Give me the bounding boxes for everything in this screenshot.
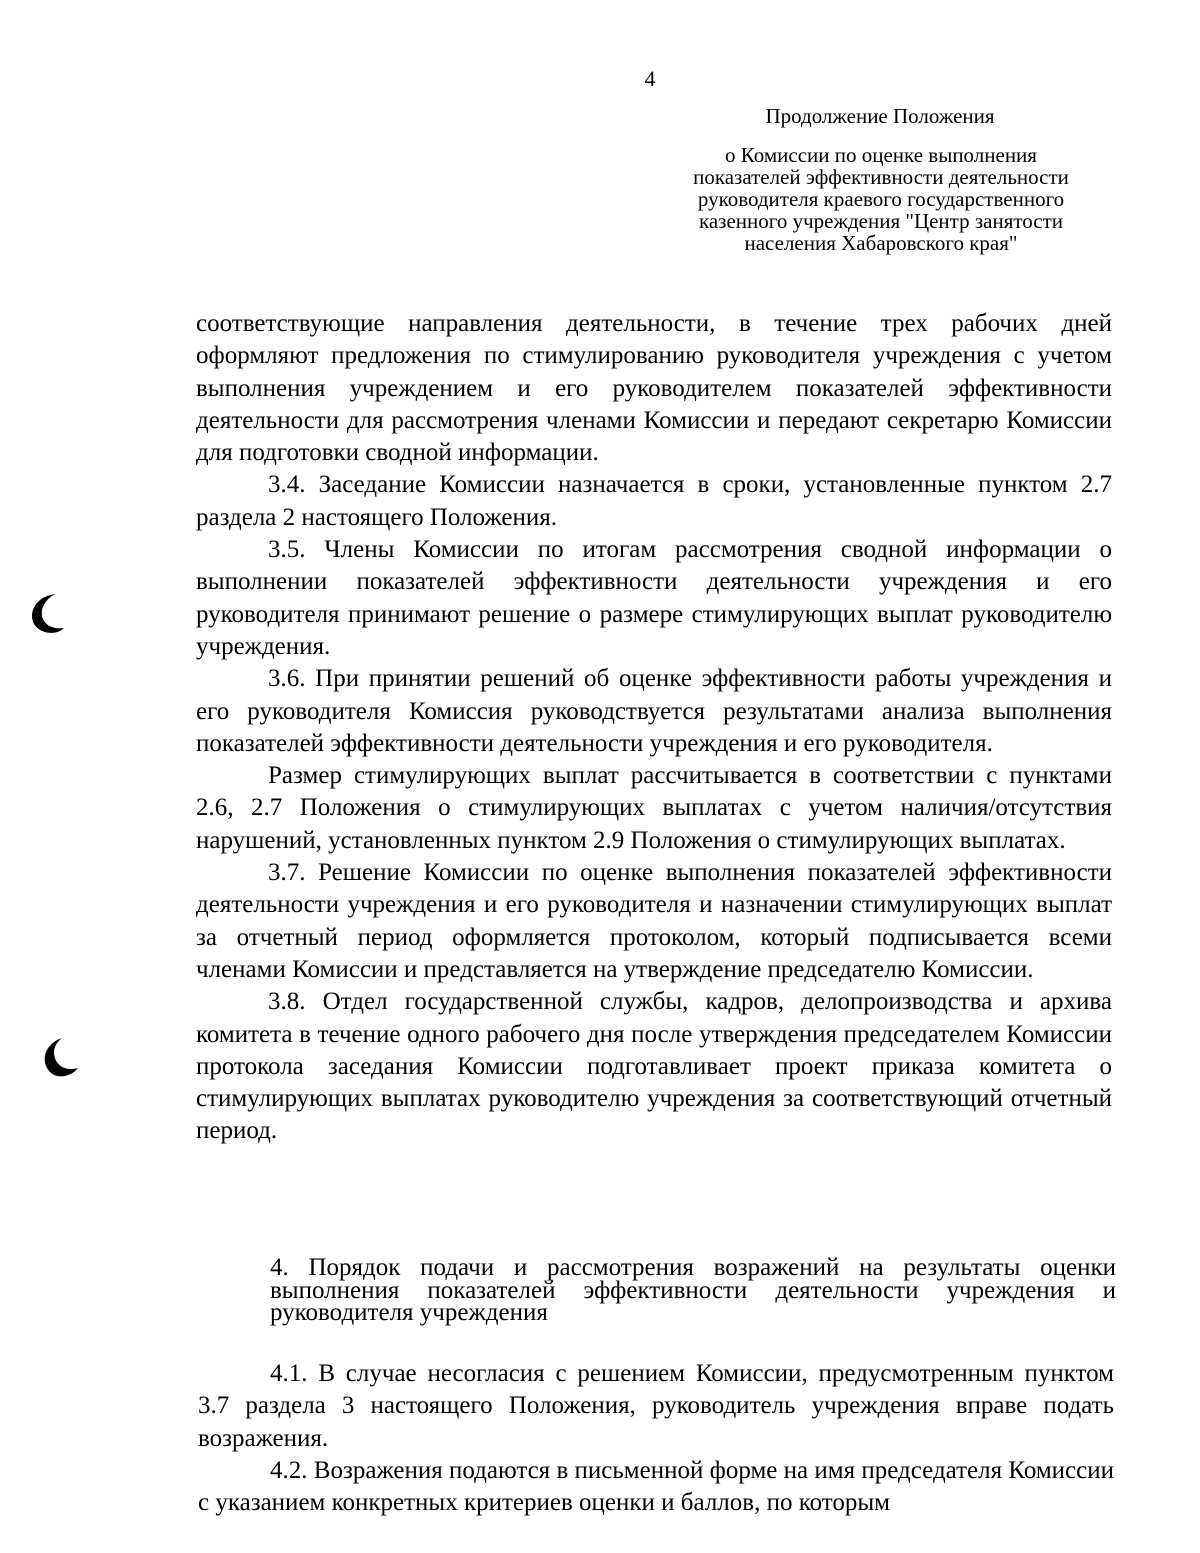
paragraph-3-5: 3.5. Члены Комиссии по итогам рассмотрения сводной информации о выполнении показателей эффективности деятельности учреждения и его руководителя принимают решение о размере стимулирующих выплат руководителю учреждения. — [196, 536, 1112, 660]
header-line: казенного учреждения "Центр занятости — [698, 209, 1064, 233]
header-line: населения Хабаровского края" — [744, 231, 1018, 255]
continuation-title: Продолжение Положения — [765, 104, 995, 128]
header-line: показателей эффективности деятельности — [693, 165, 1069, 189]
paragraph-3-4: 3.4. Заседание Комиссии назначается в сроки, установленные пунктом 2.7 раздела 2 настоящего Положения. — [196, 471, 1112, 531]
paragraph: соответствующие направления деятельности, в течение трех рабочих дней оформляют предложения по стимулированию руководителя учреждения с учетом выполнения учреждением и его руководителем показателей эффективности деятельности для рассмотрения членами Комиссии и передают секретарю Комиссии для подготовки сводной информации. — [196, 310, 1112, 467]
header-line: о Комиссии по оценке выполнения — [725, 143, 1037, 167]
document-header — [656, 144, 1106, 254]
section4-body — [198, 1358, 1114, 1519]
punch-hole-mark — [38, 1034, 80, 1080]
punch-hole-mark — [26, 590, 68, 636]
page-number: 4 — [644, 66, 656, 91]
paragraph-3-7: 3.7. Решение Комиссии по оценке выполнения показателей эффективности деятельности учреждения и его руководителя и назначении стимулирующих выплат за отчетный период оформляется протоколом, который подписывается всеми членами Комиссии и представляется на утверждение председателю Комиссии. — [196, 859, 1112, 983]
header-line: руководителя краевого государственного — [697, 187, 1065, 211]
paragraph-4-2: 4.2. Возражения подаются в письменной форме на имя председателя Комиссии с указанием конкретных критериев оценки и баллов, по которым — [198, 1456, 1114, 1517]
paragraph-4-1: 4.1. В случае несогласия с решением Комиссии, предусмотренным пунктом 3.7 раздела 3 настоящего Положения, руководитель учреждения вправе подать возражения. — [198, 1360, 1114, 1452]
section-4-heading: 4. Порядок подачи и рассмотрения возражений на результаты оценки выполнения показателей эффективности деятельности учреждения и руководителя учреждения — [270, 1254, 1116, 1326]
section3-body — [196, 308, 1112, 1148]
paragraph-payment-size: Размер стимулирующих выплат рассчитывается в соответствии с пунктами 2.6, 2.7 Положения о стимулирующих выплатах с учетом наличия/отсутствия нарушений, установленных пунктом 2.9 Положения о стимулирующих выплатах. — [196, 762, 1112, 854]
paragraph-3-8: 3.8. Отдел государственной службы, кадров, делопроизводства и архива комитета в течение одного рабочего дня после утверждения председателем Комиссии протокола заседания Комиссии подготавливает проект приказа комитета о стимулирующих выплатах руководителю учреждения за соответствующий отчетный период. — [196, 988, 1112, 1145]
paragraph-3-6: 3.6. При принятии решений об оценке эффективности работы учреждения и его руководителя Комиссия руководствуется результатами анализа выполнения показателей эффективности деятельности учреждения и его руководителя. — [196, 665, 1112, 757]
